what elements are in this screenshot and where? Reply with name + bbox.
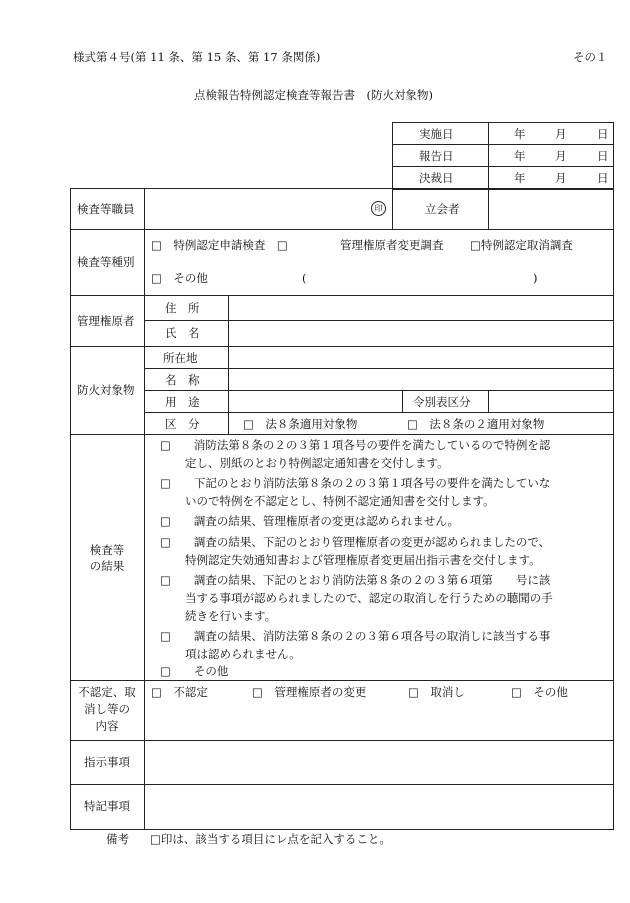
inspection-type-option-owner-change[interactable]: 管理権原者変更調査 (340, 238, 444, 252)
date-day: 日 (597, 149, 609, 163)
result-label-line2: の結果 (89, 559, 125, 573)
form-number: 様式第４号(第 11 条、第 15 条、第 17 条関係) (73, 50, 321, 64)
instructions-label: 指示事項 (84, 755, 130, 769)
owner-label: 管理権原者 (77, 314, 135, 328)
rejection-label-line2: 消し等の (84, 702, 130, 716)
page-label: その１ (573, 50, 608, 64)
special-notes-label: 特記事項 (84, 799, 130, 813)
seal-mark: 印 (371, 201, 386, 216)
owner-address-label: 住 所 (165, 301, 200, 315)
inspection-type-option-other[interactable]: □ その他 (151, 271, 208, 285)
inspection-type-option-special[interactable]: □ 特例認定申請検査 □ (151, 238, 288, 252)
result-line[interactable]: □ その他 (160, 664, 229, 678)
result-line: 続きを行います。 (185, 609, 277, 623)
date-label-report: 報告日 (419, 149, 454, 163)
date-year: 年 (514, 149, 526, 163)
rejection-label-line3: 内容 (95, 719, 119, 733)
result-line: 項は認められません。 (185, 647, 301, 661)
result-line[interactable]: □ 調査の結果、下記のとおり管理権原者の変更が認められましたので、 (160, 535, 551, 549)
date-day: 日 (597, 127, 609, 141)
division-option-art8-2[interactable]: □ 法８条の２適用対象物 (407, 417, 545, 431)
target-name-label: 名 称 (165, 373, 200, 387)
rejection-option-owner-change[interactable]: □ 管理権原者の変更 (252, 685, 367, 699)
result-line: 定し、別紙のとおり特例認定通知書を交付します。 (185, 456, 449, 470)
date-month: 月 (555, 127, 567, 141)
target-usage-label: 用 途 (165, 395, 200, 409)
result-line: 特例認定失効通知書および管理権原者変更届出指示書を交付します。 (185, 553, 541, 567)
page-title: 点検報告特例認定検査等報告書 (防火対象物) (194, 88, 433, 102)
date-year: 年 (514, 171, 526, 185)
date-label-decision: 決裁日 (419, 171, 454, 185)
remarks-label: 備考 (106, 832, 129, 846)
result-line[interactable]: □ 消防法第８条の２の３第１項各号の要件を満たしているので特例を認 (160, 438, 551, 452)
rejection-option-revoke[interactable]: □ 取消し (408, 685, 465, 699)
date-year: 年 (514, 127, 526, 141)
date-month: 月 (555, 149, 567, 163)
result-line[interactable]: □ 下記のとおり消防法第８条の２の３第１項各号の要件を満たしていな (160, 476, 551, 490)
target-category-label: 令別表区分 (413, 395, 471, 409)
inspector-label: 検査等職員 (77, 202, 135, 216)
result-line[interactable]: □ 調査の結果、管理権原者の変更は認められません。 (160, 514, 460, 528)
date-label-implementation: 実施日 (419, 127, 454, 141)
rejection-label-line1: 不認定、取 (78, 685, 136, 699)
result-line: いので特例を不認定とし、特例不認定通知書を交付します。 (185, 494, 495, 508)
paren-close: ) (533, 271, 538, 285)
date-day: 日 (597, 171, 609, 185)
inspection-type-label: 検査等種別 (77, 255, 135, 269)
division-option-art8[interactable]: □ 法８条適用対象物 (243, 417, 358, 431)
rejection-option-other[interactable]: □ その他 (511, 685, 568, 699)
target-label: 防火対象物 (77, 383, 135, 397)
remarks-text: □印は、該当する項目にレ点を記入すること。 (150, 832, 391, 846)
attendee-label: 立会者 (425, 202, 460, 216)
rejection-option-reject[interactable]: □ 不認定 (151, 685, 208, 699)
inspection-type-option-revoke[interactable]: □特例認定取消調査 (470, 238, 573, 252)
owner-name-label: 氏 名 (165, 326, 200, 340)
result-line[interactable]: □ 調査の結果、下記のとおり消防法第８条の２の３第６項第 号に該 (160, 573, 551, 587)
result-line[interactable]: □ 調査の結果、消防法第８条の２の３第６項各号の取消しに該当する事 (160, 629, 551, 643)
target-location-label: 所在地 (163, 351, 198, 365)
result-label-line1: 検査等 (89, 543, 125, 557)
paren-open: ( (302, 271, 307, 285)
target-division-label: 区 分 (165, 417, 200, 431)
result-line: 当する事項が認められましたので、認定の取消しを行うための聴聞の手 (185, 591, 553, 605)
date-month: 月 (555, 171, 567, 185)
